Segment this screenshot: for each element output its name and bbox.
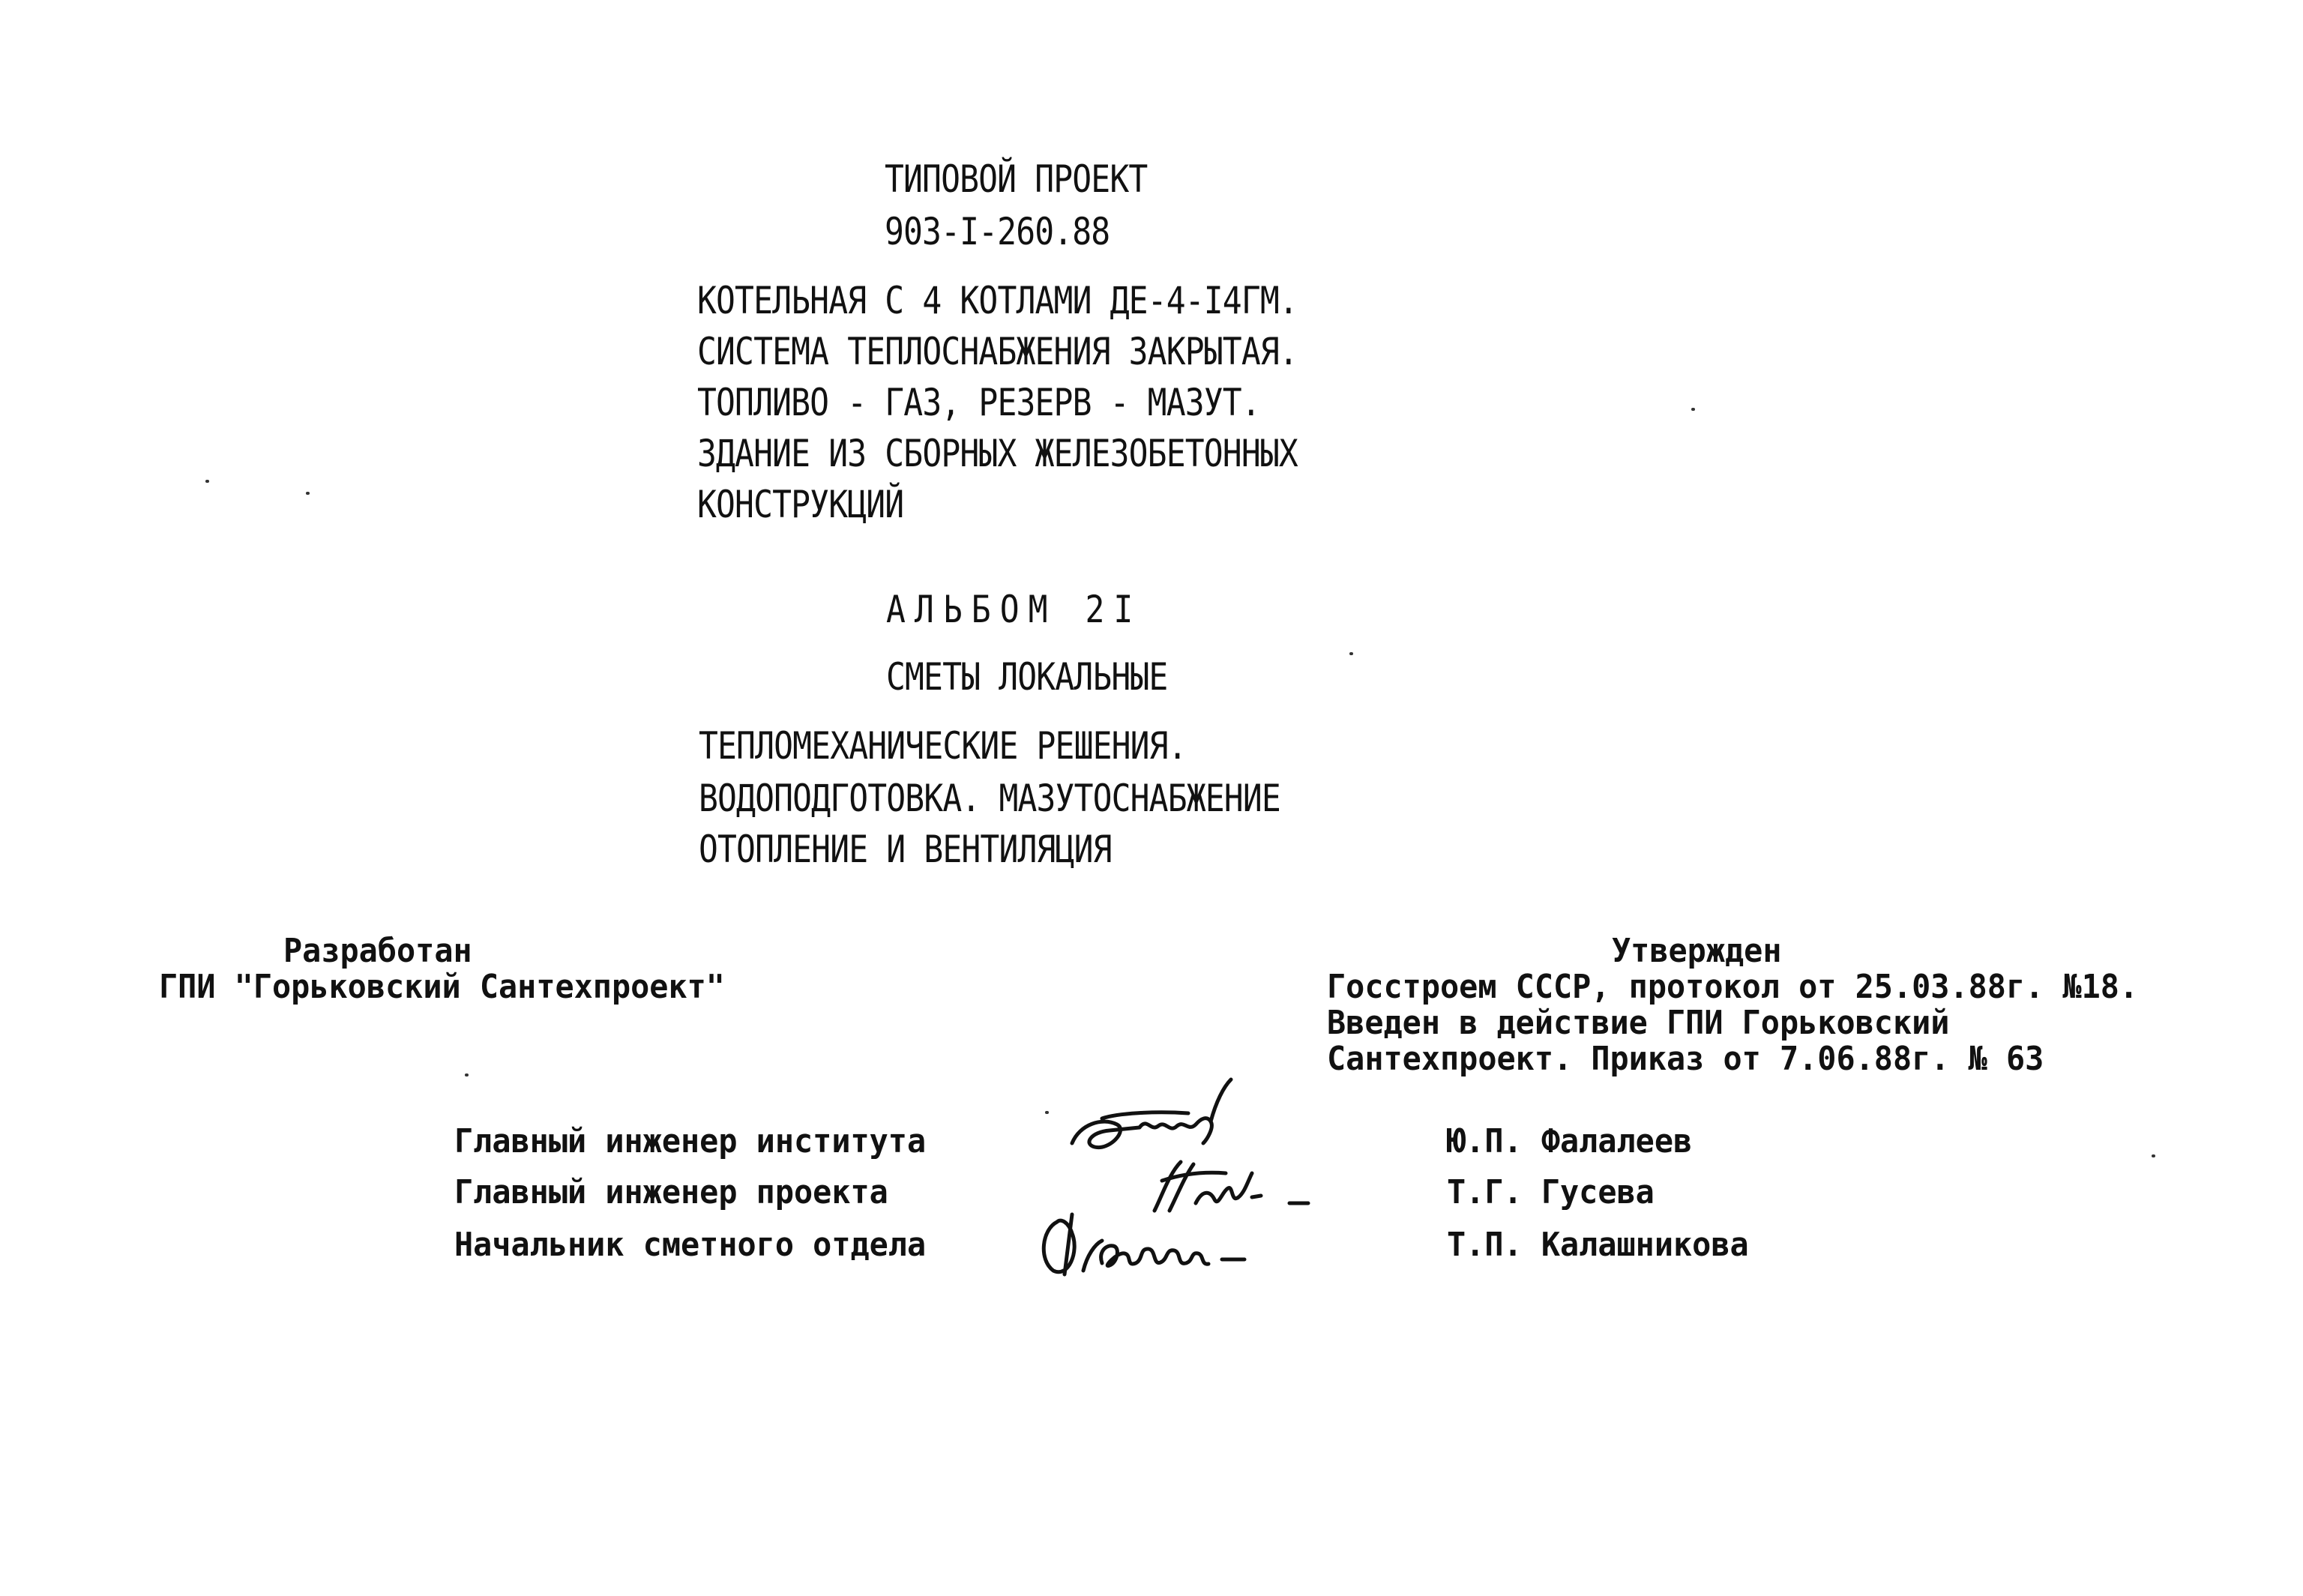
description-line: КОТЕЛЬНАЯ С 4 КОТЛАМИ ДЕ-4-I4ГМ. xyxy=(697,279,1298,322)
developed-org: ГПИ "Горьковский Сантехпроект" xyxy=(159,968,725,1006)
description-line: КОНСТРУКЦИЙ xyxy=(697,483,904,526)
scan-speck xyxy=(465,1073,469,1076)
scan-speck xyxy=(2152,1154,2155,1157)
scan-speck xyxy=(1045,1111,1049,1114)
signatory-position: Главный инженер института xyxy=(454,1122,927,1160)
album-title: АЛЬБОМ 2I xyxy=(886,588,1143,631)
album-contents-line: ТЕПЛОМЕХАНИЧЕСКИЕ РЕШЕНИЯ. xyxy=(699,724,1187,768)
description-line: ЗДАНИЕ ИЗ СБОРНЫХ ЖЕЛЕЗОБЕТОННЫХ xyxy=(697,432,1298,475)
signatory-position: Начальник сметного отдела xyxy=(454,1226,927,1264)
album-contents-line: ОТОПЛЕНИЕ И ВЕНТИЛЯЦИЯ xyxy=(699,828,1112,871)
developed-label: Разработан xyxy=(283,932,472,970)
album-subtitle: СМЕТЫ ЛОКАЛЬНЫЕ xyxy=(886,655,1168,699)
approved-line: Введен в действие ГПИ Горьковский xyxy=(1327,1004,1950,1042)
signatory-name: Ю.П. Фалалеев xyxy=(1447,1122,1693,1160)
signature-3 xyxy=(1027,1199,1267,1289)
approved-line: Сантехпроект. Приказ от 7.06.88г. № 63 xyxy=(1327,1040,2044,1078)
scan-speck xyxy=(1691,408,1695,411)
album-contents-line: ВОДОПОДГОТОВКА. МАЗУТОСНАБЖЕНИЕ xyxy=(699,777,1280,820)
signatory-position: Главный инженер проекта xyxy=(454,1173,888,1211)
project-type: ТИПОВОЙ ПРОЕКТ xyxy=(885,157,1148,201)
signatory-name: Т.П. Калашникова xyxy=(1447,1226,1749,1264)
scan-speck xyxy=(1349,652,1353,655)
project-number: 903-I-260.88 xyxy=(885,210,1110,253)
scan-speck xyxy=(205,480,209,483)
description-line: СИСТЕМА ТЕПЛОСНАБЖЕНИЯ ЗАКРЫТАЯ. xyxy=(697,330,1298,373)
signatory-name: Т.Г. Гусева xyxy=(1447,1173,1655,1211)
description-line: ТОПЛИВО - ГАЗ, РЕЗЕРВ - МАЗУТ. xyxy=(697,381,1260,424)
approved-line: Госстроем СССР, протокол от 25.03.88г. №18. xyxy=(1327,968,2139,1006)
scan-speck xyxy=(306,492,310,495)
approved-label: Утвержден xyxy=(1612,932,1782,970)
